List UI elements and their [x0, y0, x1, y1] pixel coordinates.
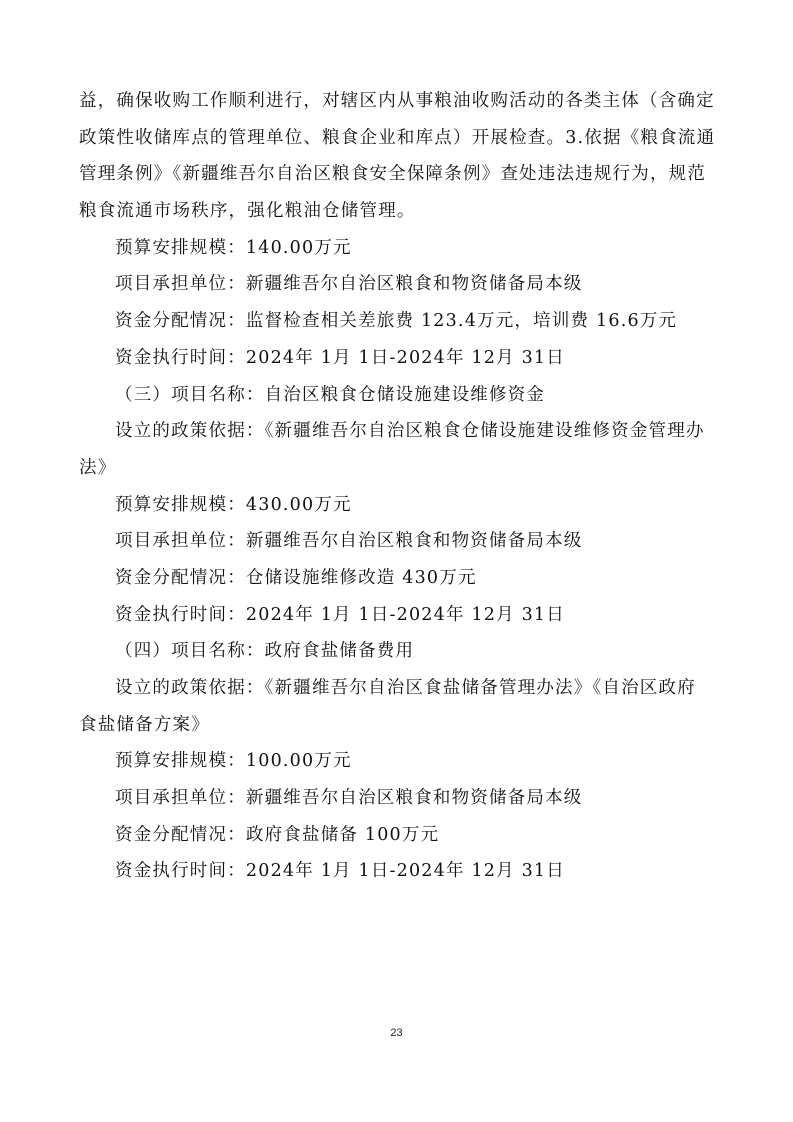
- fund-allocation-line: 资金分配情况：仓储设施维修改造 430万元: [115, 567, 477, 588]
- budget-scale-line: 预算安排规模：430.00万元: [115, 494, 352, 515]
- document-body: [79, 83, 719, 890]
- policy-basis-line: 设立的政策依据：《新疆维吾尔自治区粮食仓储设施建设维修资金管理办: [115, 421, 705, 442]
- page-number: 23: [390, 1027, 403, 1039]
- fund-allocation-line: 资金分配情况：监督检查相关差旅费 123.4万元，培训费 16.6万元: [115, 311, 678, 332]
- undertaking-unit-line: 项目承担单位：新疆维吾尔自治区粮食和物资储备局本级: [115, 531, 583, 552]
- execution-time-line: 资金执行时间：2024年 1月 1日-2024年 12月 31日: [115, 347, 565, 368]
- undertaking-unit-line: 项目承担单位：新疆维吾尔自治区粮食和物资储备局本级: [115, 788, 583, 809]
- execution-time-line: 资金执行时间：2024年 1月 1日-2024年 12月 31日: [115, 861, 565, 882]
- budget-scale-line: 预算安排规模：100.00万元: [115, 751, 352, 772]
- budget-scale-line: 预算安排规模：140.00万元: [115, 237, 352, 258]
- text-line: 益，确保收购工作顺利进行，对辖区内从事粮油收购活动的各类主体（含确定: [79, 91, 715, 111]
- policy-basis-line: 设立的政策依据：《新疆维吾尔自治区食盐储备管理办法》《自治区政府: [115, 678, 696, 698]
- fund-allocation-line: 资金分配情况：政府食盐储备 100万元: [115, 824, 440, 845]
- text-line: 粮食流通市场秩序，强化粮油仓储管理。: [79, 201, 416, 222]
- text-line: 政策性收储库点的管理单位、粮食企业和库点）开展检查。3.依据《粮食流通: [79, 127, 716, 148]
- undertaking-unit-line: 项目承担单位：新疆维吾尔自治区粮食和物资储备局本级: [115, 274, 583, 295]
- execution-time-line: 资金执行时间：2024年 1月 1日-2024年 12月 31日: [115, 604, 565, 625]
- text-line: 管理条例》《新疆维吾尔自治区粮食安全保障条例》查处违法违规行为，规范: [79, 164, 707, 185]
- section-heading: （四）项目名称：政府食盐储备费用: [115, 641, 415, 662]
- policy-basis-line-cont: 食盐储备方案》: [79, 714, 210, 735]
- section-heading: （三）项目名称：自治区粮食仓储设施建设维修资金: [115, 384, 546, 405]
- policy-basis-line-cont: 法》: [79, 457, 117, 478]
